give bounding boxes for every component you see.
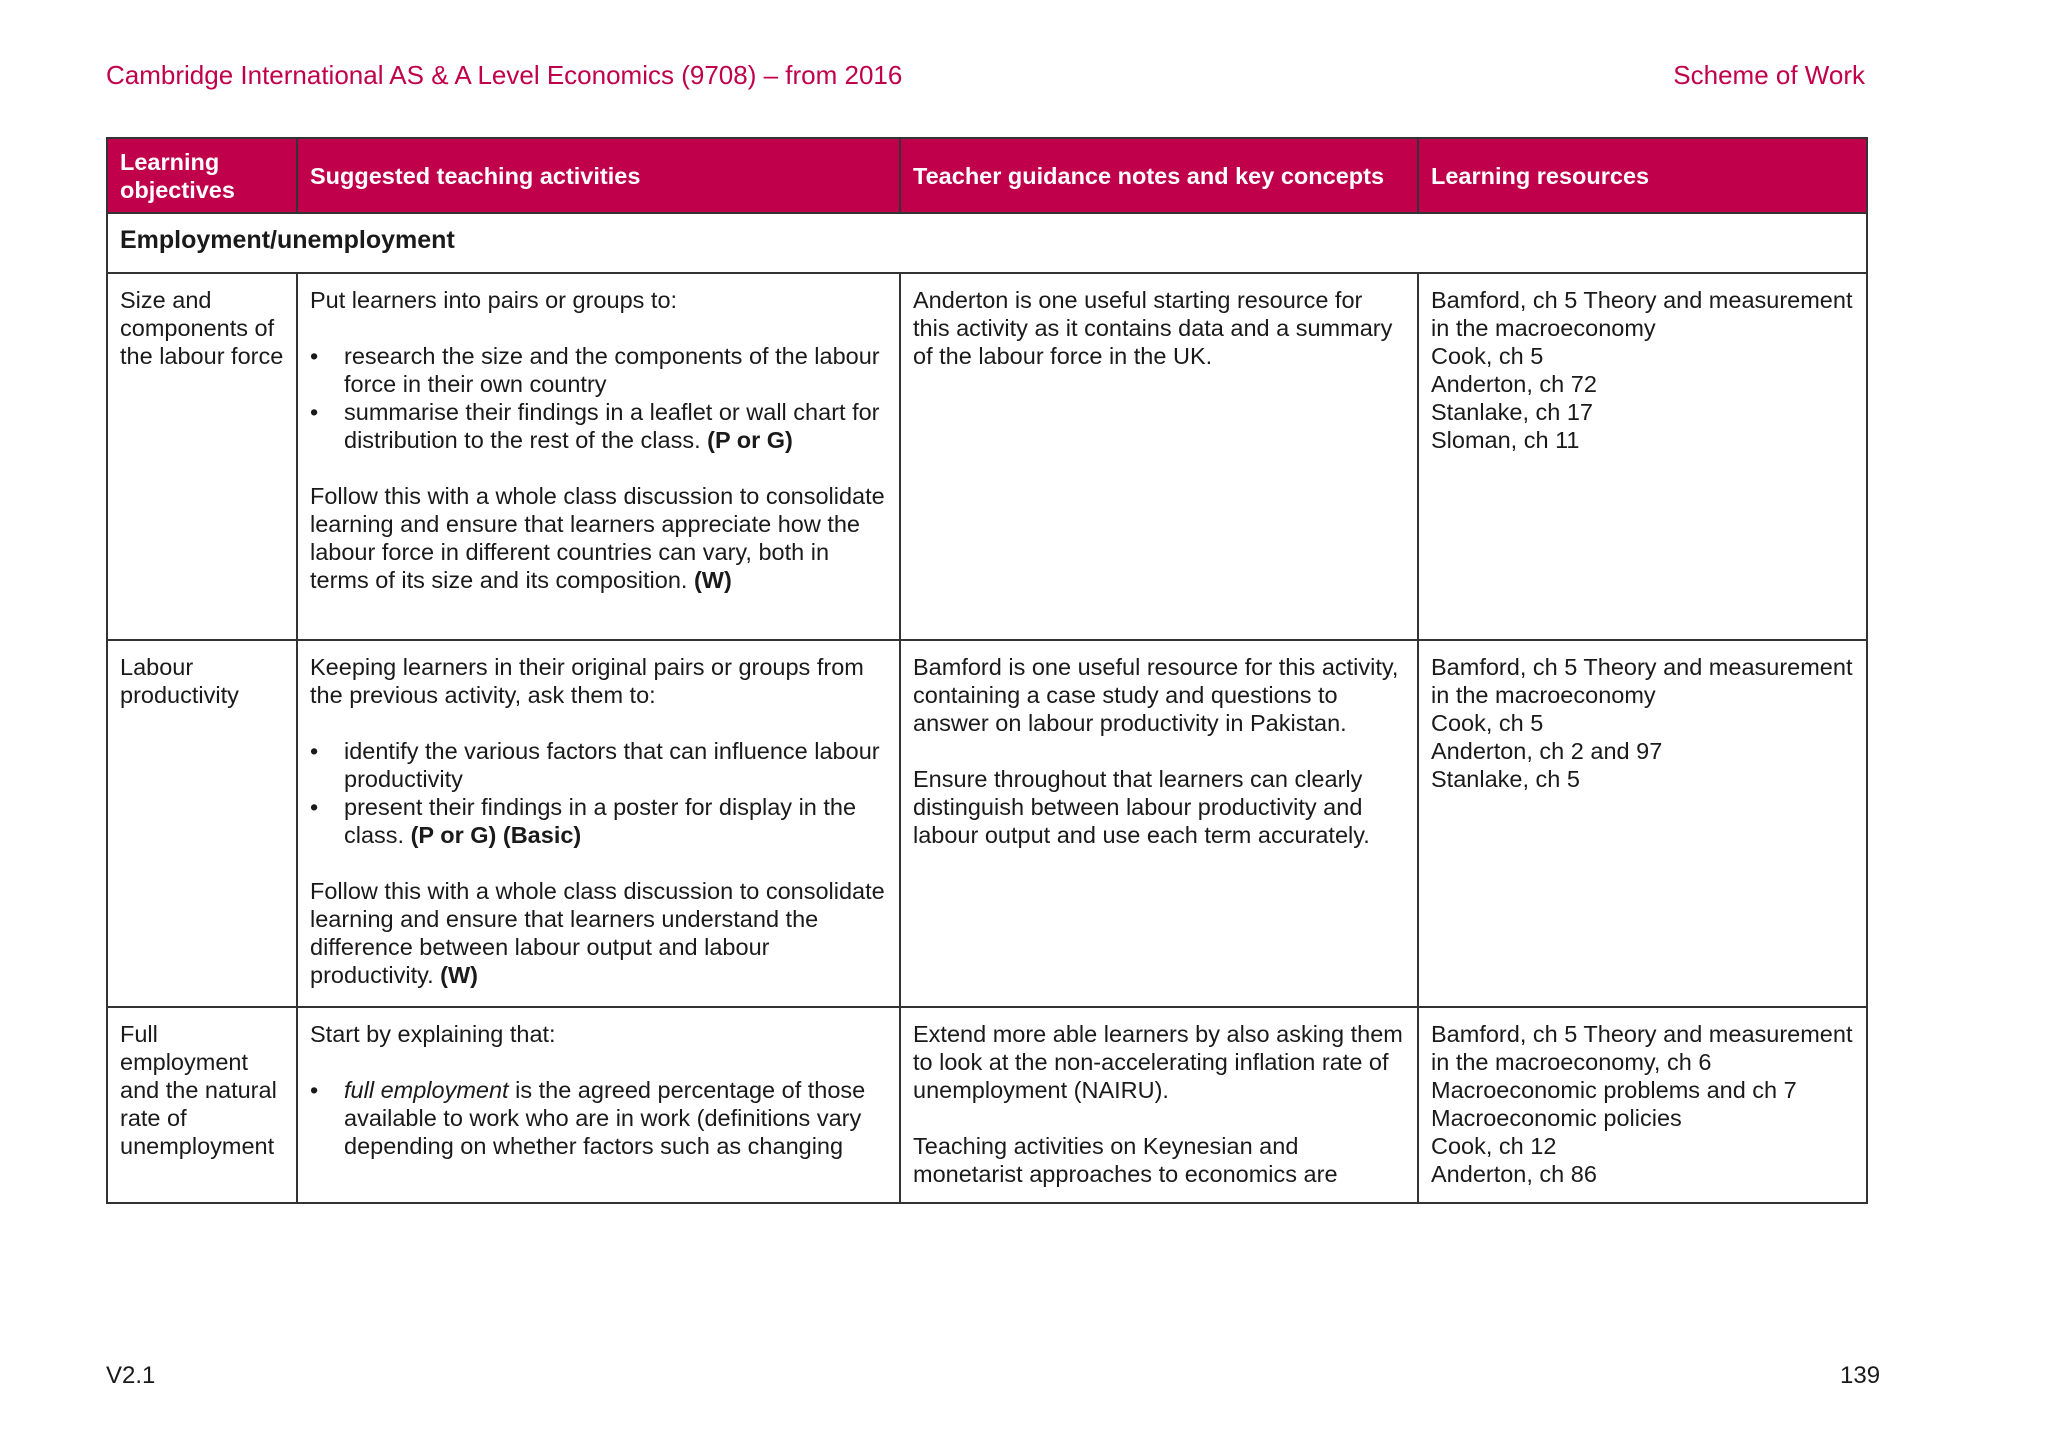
document-type: Scheme of Work [1673, 60, 1865, 90]
table-header-row [107, 138, 1867, 213]
activities-cell [297, 273, 900, 640]
resource-item: Bamford, ch 5 Theory and measurement in the macroeconomy [1431, 654, 1853, 708]
document-title: Cambridge International AS & A Level Economics (9708) – from 2016 [106, 60, 903, 90]
resource-item: Sloman, ch 11 [1431, 427, 1580, 453]
key-term: full employment [344, 1077, 509, 1103]
resource-item: Stanlake, ch 17 [1431, 399, 1593, 425]
grouping-tag: (P or G) [707, 427, 793, 453]
guidance-text: Teaching activities on Keynesian and monetarist approaches to economics are [913, 1133, 1338, 1187]
column-header-resources: Learning resources [1418, 138, 1867, 213]
list-item: • summarise their findings in a leaflet or wall chart for distribution to the rest of the class. (P or G) [344, 398, 887, 454]
scheme-of-work-table [106, 137, 1868, 1204]
table-row [107, 640, 1867, 1007]
resource-item: Cook, ch 12 [1431, 1133, 1557, 1159]
resources-cell [1418, 640, 1867, 1007]
list-item: • research the size and the components of the labour force in their own country [344, 342, 887, 398]
objective-cell: Full employment and the natural rate of unemployment [107, 1007, 297, 1203]
resource-item: Anderton, ch 86 [1431, 1161, 1597, 1187]
section-title: Employment/unemployment [107, 213, 1867, 273]
resource-item: Cook, ch 5 [1431, 343, 1544, 369]
list-item: • identify the various factors that can influence labour productivity [344, 737, 887, 793]
version-label: V2.1 [106, 1362, 156, 1389]
resources-cell [1418, 1007, 1867, 1203]
table-row [107, 1007, 1867, 1203]
activities-cell [297, 1007, 900, 1203]
activities-cell [297, 640, 900, 1007]
resource-item: Cook, ch 5 [1431, 710, 1544, 736]
guidance-text: Extend more able learners by also asking them to look at the non-accelerating inflation rate of unemployment (NAIRU). [913, 1021, 1403, 1103]
activities-followup: Follow this with a whole class discussion to consolidate learning and ensure that learners understand the difference between labour output and labour productivity. (W) [310, 878, 885, 988]
guidance-text: Anderton is one useful starting resource for this activity as it contains data and a summary of the labour force in the UK. [913, 287, 1393, 369]
guidance-text: Bamford is one useful resource for this activity, containing a case study and questions to answer on labour productivity in Pakistan. [913, 654, 1399, 736]
guidance-cell [900, 640, 1418, 1007]
column-header-objectives: Learning objectives [107, 138, 297, 213]
activities-list [310, 1076, 887, 1160]
guidance-text: Ensure throughout that learners can clearly distinguish between labour productivity and labour output and use each term accurately. [913, 766, 1370, 848]
guidance-cell [900, 273, 1418, 640]
activities-intro: Keeping learners in their original pairs or groups from the previous activity, ask them to: [310, 654, 864, 708]
page-number: 139 [1840, 1362, 1881, 1389]
column-header-guidance: Teacher guidance notes and key concepts [900, 138, 1418, 213]
grouping-tag: (P or G) (Basic) [410, 822, 582, 848]
list-item: • present their findings in a poster for display in the class. (P or G) (Basic) [344, 793, 887, 849]
objective-cell: Size and components of the labour force [107, 273, 297, 640]
resource-item: Bamford, ch 5 Theory and measurement in the macroeconomy, ch 6 Macroeconomic problems and ch 7 Macroeconomic policies [1431, 1021, 1853, 1131]
grouping-tag: (W) [693, 567, 732, 593]
column-header-activities: Suggested teaching activities [297, 138, 900, 213]
activities-intro: Start by explaining that: [310, 1021, 556, 1047]
activities-intro: Put learners into pairs or groups to: [310, 287, 678, 313]
activities-list [310, 342, 887, 454]
resource-item: Bamford, ch 5 Theory and measurement in the macroeconomy [1431, 287, 1853, 341]
resource-item: Anderton, ch 72 [1431, 371, 1597, 397]
resource-item: Stanlake, ch 5 [1431, 766, 1580, 792]
resources-cell [1418, 273, 1867, 640]
list-item: • full employment is the agreed percentage of those available to work who are in work (definitions vary depending on whether factors such as changing [344, 1076, 887, 1160]
activities-followup: Follow this with a whole class discussion to consolidate learning and ensure that learners appreciate how the labour force in different countries can vary, both in terms of its size and its composition. (W) [310, 483, 885, 593]
grouping-tag: (W) [440, 962, 479, 988]
guidance-cell [900, 1007, 1418, 1203]
section-row [107, 213, 1867, 273]
activities-list [310, 737, 887, 849]
table-row [107, 273, 1867, 640]
objective-cell: Labour productivity [107, 640, 297, 1007]
resource-item: Anderton, ch 2 and 97 [1431, 738, 1663, 764]
